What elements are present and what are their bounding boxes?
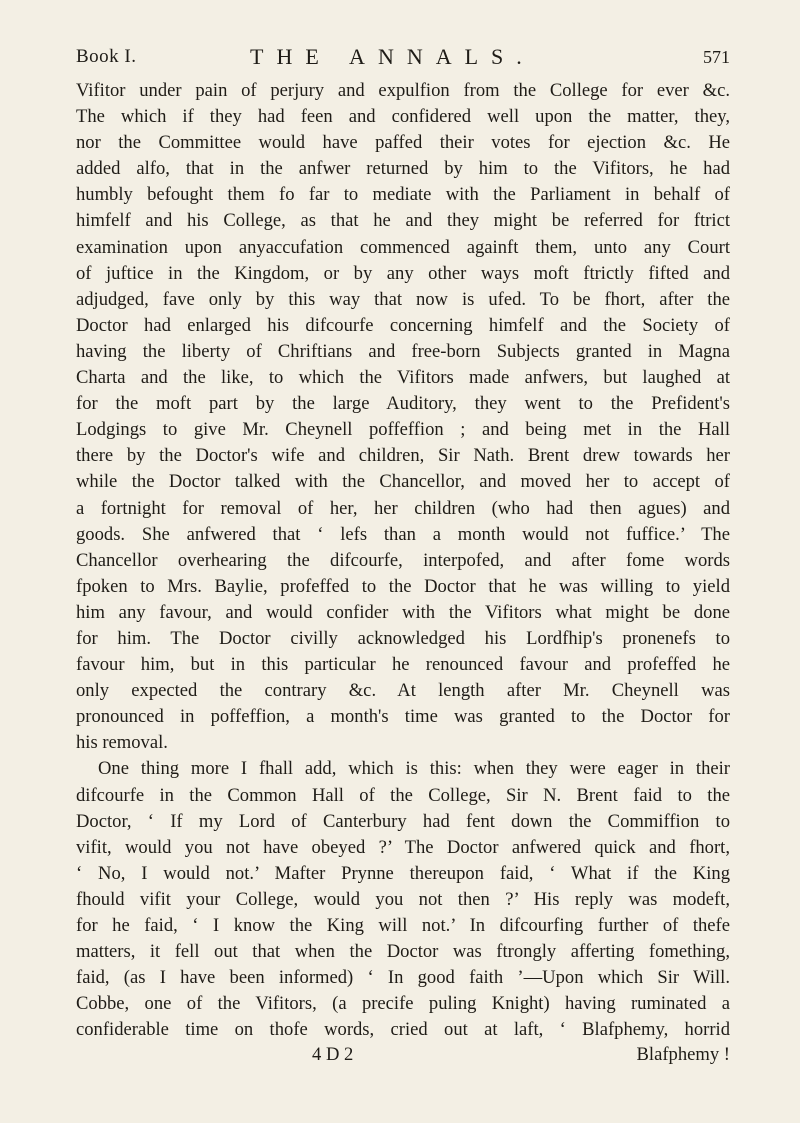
text-line: Vifitor under pain of perjury and expulfion from the College for ever &c. [76, 80, 730, 101]
text-line: faid, (as I have been informed) ‘ In good faith ’—Upon which Sir Will. [76, 967, 730, 989]
text-line: Lodgings to give Mr. Cheynell poffeffion ; and being met in the Hall [76, 419, 730, 441]
text-line: Charta and the like, to which the Vifitors made anfwers, but laughed at [76, 367, 730, 389]
page-number: 571 [703, 47, 730, 67]
text-line: added alfo, that in the anfwer returned by him to the Vifitors, he had [76, 158, 730, 180]
text-line: Doctor, ‘ If my Lord of Canterbury had fent down the Commiffion to [76, 810, 730, 832]
text-line: vifit, would you not have obeyed ?’ The Doctor anfwered quick and fhort, [76, 836, 730, 858]
text-line: him any favour, and would confider with the Vifitors what might be done [76, 601, 730, 623]
text-line: himfelf and his College, as that he and they might be referred for ftrict [76, 210, 730, 232]
text-line: goods. She anfwered that ‘ lefs than a month would not fuffice.’ The [76, 523, 730, 545]
text-line: having the liberty of Chriftians and free-born Subjects granted in Magna [76, 340, 730, 362]
text-line: of juftice in the Kingdom, or by any other ways moft ftrictly fifted and [76, 262, 730, 284]
text-line: The which if they had feen and confidered well upon the matter, they, [76, 106, 730, 128]
text-line: One thing more I fhall add, which is this: when they were eager in their [98, 758, 730, 780]
text-line: confiderable time on thofe words, cried out at laft, ‘ Blafphemy, horrid [76, 1019, 730, 1041]
text-line: Chancellor overhearing the difcourfe, interpofed, and after fome words [76, 549, 730, 571]
text-line: while the Doctor talked with the Chancellor, and moved her to accept of [76, 471, 730, 493]
text-line: for the moft part by the large Auditory, they went to the Prefident's [76, 393, 730, 415]
text-line: fpoken to Mrs. Baylie, profeffed to the Doctor that he was willing to yield [76, 575, 730, 597]
text-line: difcourfe in the Common Hall of the College, Sir N. Brent faid to the [76, 784, 730, 806]
text-line: pronounced in poffeffion, a month's time was granted to the Doctor for [76, 706, 730, 728]
text-line: a fortnight for removal of her, her children (who had then agues) and [76, 497, 730, 519]
body-text [76, 78, 730, 1043]
text-line: Cobbe, one of the Vifitors, (a precife puling Knight) having ruminated a [76, 993, 730, 1015]
text-line: Doctor had enlarged his difcourfe concerning himfelf and the Society of [76, 314, 730, 336]
catchword: Blafphemy ! [636, 1044, 730, 1065]
text-line: matters, it fell out that when the Doctor was ftrongly afferting fomething, [76, 941, 730, 963]
running-title: THE ANNALS. [250, 44, 535, 69]
text-line: for him. The Doctor civilly acknowledged his Lordfhip's pronenefs to [76, 627, 730, 649]
text-line: only expected the contrary &c. At length after Mr. Cheynell was [76, 680, 730, 702]
text-line: humbly befought them fo far to mediate with the Parliament in behalf of [76, 184, 730, 206]
signature-mark: 4 D 2 [312, 1044, 354, 1065]
running-head [76, 44, 730, 74]
text-line: for he faid, ‘ I know the King will not.’ In difcourfing further of thefe [76, 915, 730, 936]
text-line: fhould vifit your College, would you not then ?’ His reply was modeft, [76, 888, 730, 910]
text-line: favour him, but in this particular he renounced favour and profeffed he [76, 654, 730, 676]
text-line: nor the Committee would have paffed their votes for ejection &c. He [76, 132, 730, 154]
text-line: ‘ No, I would not.’ Mafter Prynne thereupon faid, ‘ What if the King [76, 862, 730, 884]
text-line: there by the Doctor's wife and children, Sir Nath. Brent drew towards her [76, 445, 730, 467]
book-label: Book I. [76, 46, 137, 67]
text-line: examination upon anyaccufation commenced againft them, unto any Court [76, 236, 730, 258]
text-line: his removal. [76, 732, 168, 754]
page-footer [76, 1044, 730, 1072]
text-line: adjudged, fave only by this way that now is ufed. To be fhort, after the [76, 288, 730, 310]
